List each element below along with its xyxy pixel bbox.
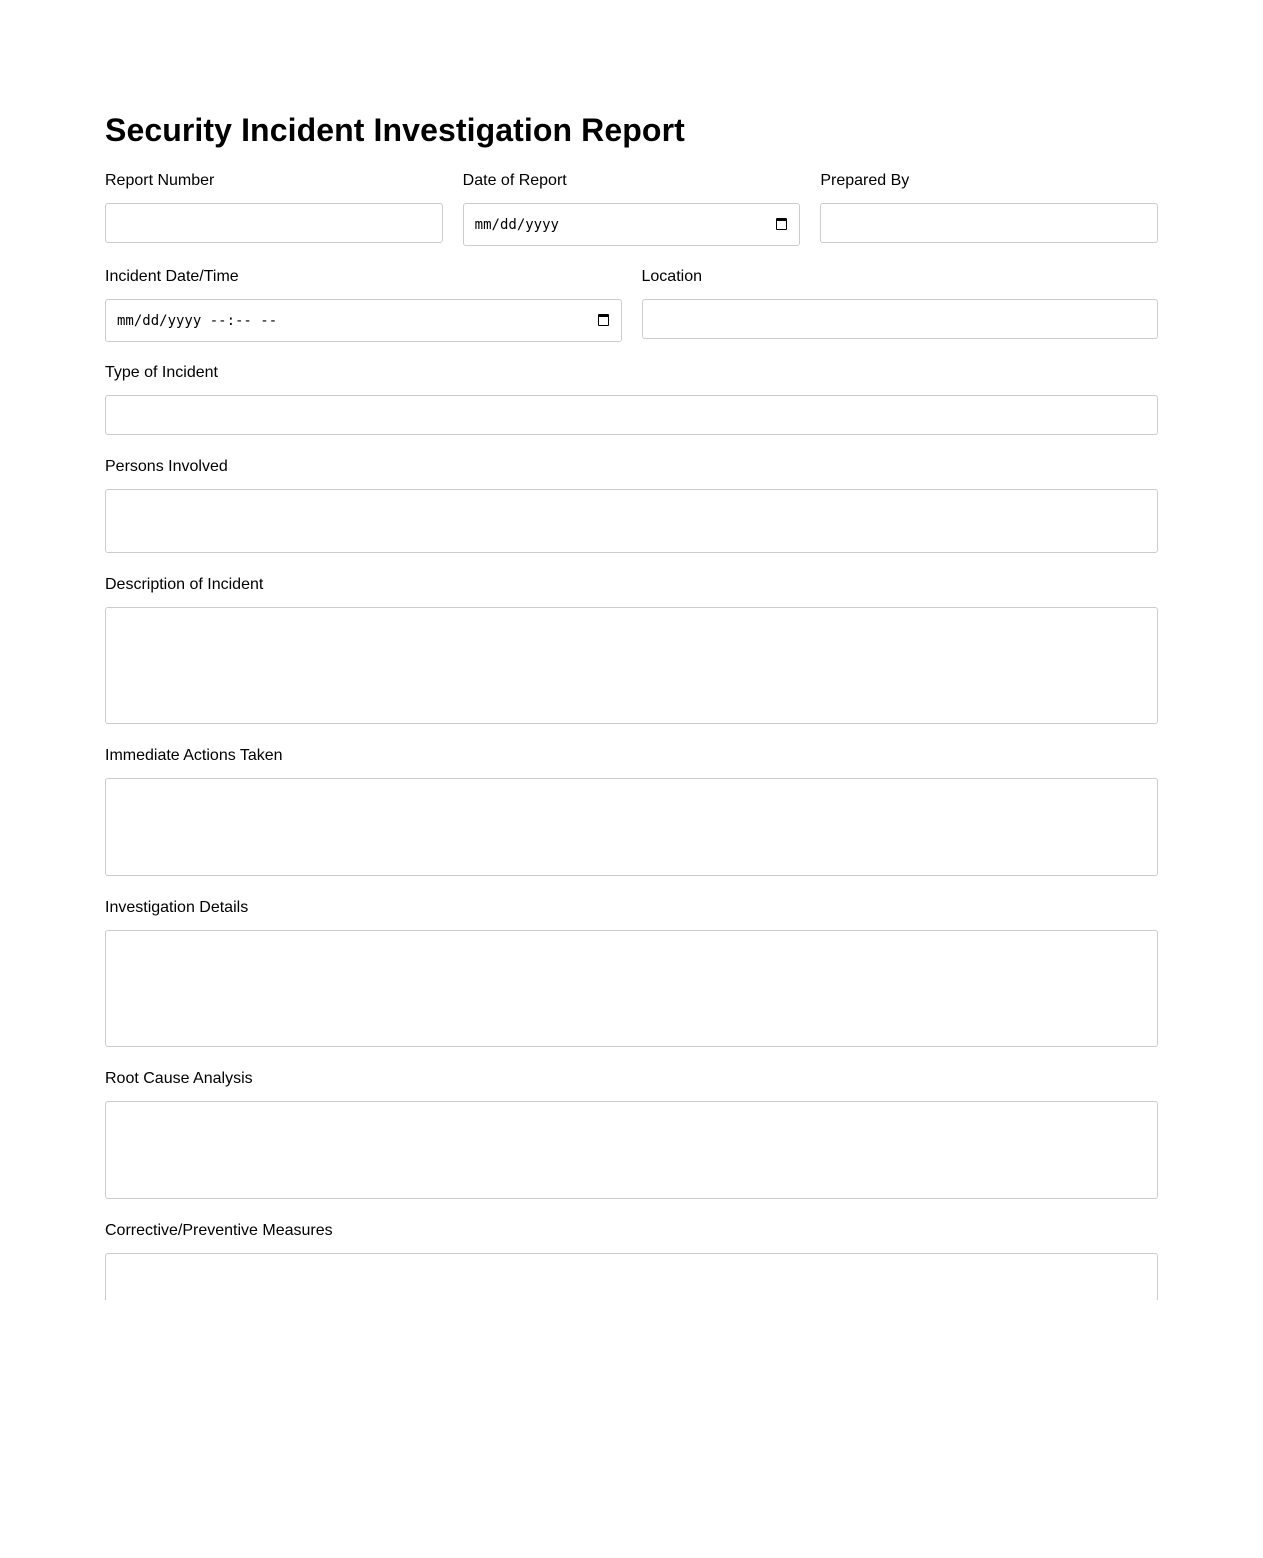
date-of-report-placeholder: mm/dd/yyyy xyxy=(474,216,559,233)
incident-datetime-label: Incident Date/Time xyxy=(105,268,239,285)
type-of-incident-label: Type of Incident xyxy=(105,364,218,381)
incident-datetime-placeholder: mm/dd/yyyy --:-- -- xyxy=(117,312,278,329)
persons-involved-textarea[interactable] xyxy=(105,489,1158,553)
immediate-actions-label: Immediate Actions Taken xyxy=(105,747,283,764)
investigation-details-textarea[interactable] xyxy=(105,930,1158,1047)
corrective-measures-textarea[interactable] xyxy=(105,1253,1158,1300)
date-of-report-input[interactable] xyxy=(463,203,801,246)
date-of-report-label: Date of Report xyxy=(462,172,567,189)
report-number-input[interactable] xyxy=(105,203,443,243)
calendar-icon[interactable] xyxy=(776,218,787,230)
description-textarea[interactable] xyxy=(105,607,1158,724)
location-label: Location xyxy=(641,268,702,285)
root-cause-label: Root Cause Analysis xyxy=(105,1070,253,1087)
report-form xyxy=(105,110,1158,1300)
corrective-measures-label: Corrective/Preventive Measures xyxy=(105,1222,333,1239)
location-input[interactable] xyxy=(642,299,1159,339)
immediate-actions-textarea[interactable] xyxy=(105,778,1158,876)
description-label: Description of Incident xyxy=(105,576,264,593)
incident-datetime-input[interactable] xyxy=(105,299,622,342)
prepared-by-input[interactable] xyxy=(820,203,1158,243)
investigation-details-label: Investigation Details xyxy=(105,899,249,916)
root-cause-textarea[interactable] xyxy=(105,1101,1158,1199)
type-of-incident-input[interactable] xyxy=(105,395,1158,435)
prepared-by-label: Prepared By xyxy=(820,172,910,189)
calendar-icon[interactable] xyxy=(598,314,609,326)
report-number-label: Report Number xyxy=(105,172,215,189)
persons-involved-label: Persons Involved xyxy=(105,458,228,475)
page-title: Security Incident Investigation Report xyxy=(105,112,685,148)
